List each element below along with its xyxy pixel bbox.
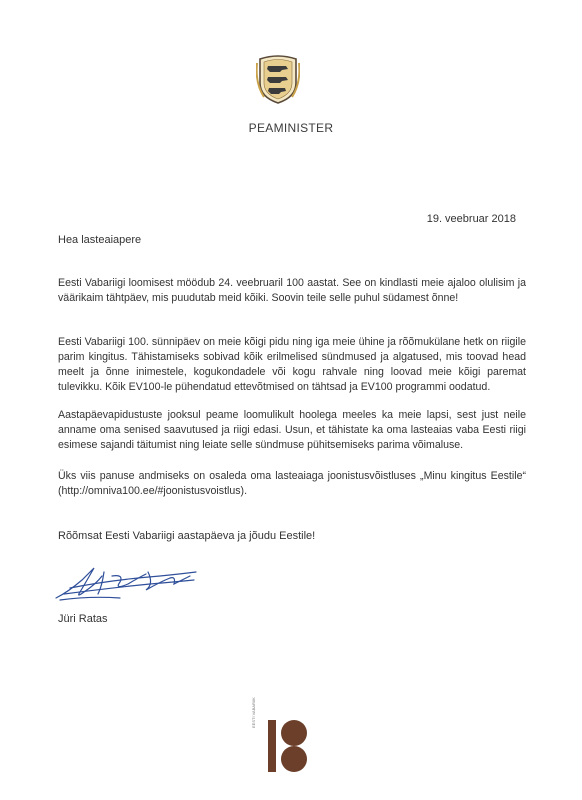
office-title: PEAMINISTER [248, 121, 334, 135]
signature-image [50, 562, 200, 604]
closing-line: Rõõmsat Eesti Vabariigi aastapäeva ja jõudu Eestile! [58, 530, 316, 542]
paragraph-3: Aastapäevapidustuste jooksul peame loomulikult hoolega meeles ka meie lapsi, sest just neile anname oma senised saavutused ja riigi edasi. Usun, et tähistate ka oma lasteaias vaba Eesti riigi esimese sajandi täitumist ning leiate selle sündmuse pühitsemiseks parima võimaluse. [58, 409, 526, 451]
letter-date: 19. veebruar 2018 [426, 213, 516, 225]
salutation: Hea lasteaiapere [58, 234, 142, 246]
ev100-logo-icon [258, 718, 310, 774]
paragraph-2: Eesti Vabariigi 100. sünnipäev on meie kõigi pidu ning iga meie ühine ja rõõmukülane hetk on riigile parim kingitus. Tähistamiseks sobivad kõik erilmelised sündmused ja algatused, mis toovad head meelt ja õnne inimestele, kogukondadele või kogu rahvale ning loovad meie kõigi paremat tulevikku. Kõik EV100-le pühendatud ettevõtmised on tähtsad ja EV100 programmi oodatud. [58, 336, 526, 393]
paragraph-4: Üks viis panuse andmiseks on osaleda oma lasteaiaga joonistusvõistluses „Minu kingitus Eestile“ (http://omniva100.ee/#joonistusvoistlus). [58, 470, 526, 497]
ev100-logo-text: EESTI VABARIIK [251, 697, 256, 728]
coat-of-arms-icon [256, 53, 300, 105]
paragraph-1: Eesti Vabariigi loomisest möödub 24. veebruaril 100 aastat. See on kindlasti meie ajaloo olulisim ja väärikaim tähtpäev, mis puudutab meid kõiki. Soovin teile selle puhul südamest õnne! [58, 277, 526, 304]
signer-name: Jüri Ratas [58, 613, 108, 625]
